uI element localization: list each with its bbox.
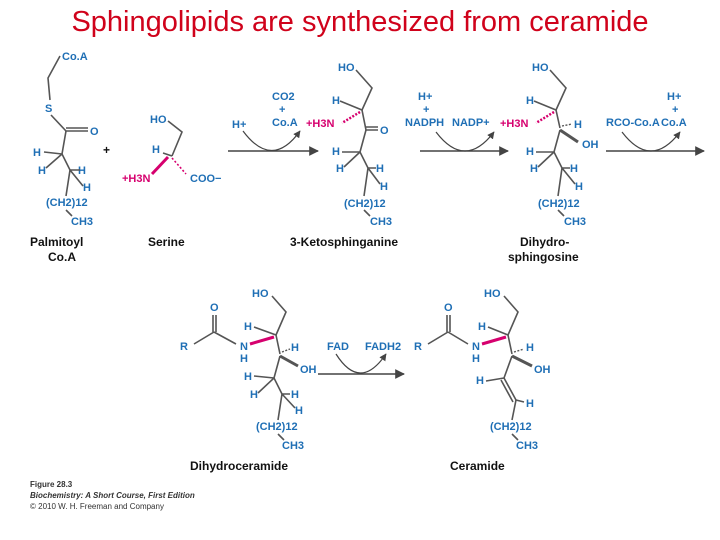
svg-text:H: H bbox=[570, 163, 578, 175]
reagent-fad: FAD bbox=[327, 341, 349, 353]
svg-text:H: H bbox=[472, 353, 480, 365]
svg-text:CH3: CH3 bbox=[282, 440, 305, 452]
svg-text:H: H bbox=[78, 165, 86, 177]
reagent-nadph: NADPH bbox=[405, 117, 445, 129]
reagent-h-plus: H+ bbox=[418, 91, 433, 103]
svg-text:HO: HO bbox=[150, 114, 167, 126]
svg-text:H: H bbox=[152, 144, 160, 156]
svg-text:H: H bbox=[244, 371, 252, 383]
svg-text:H: H bbox=[250, 389, 258, 401]
svg-text:Co.A: Co.A bbox=[62, 51, 88, 63]
svg-text:H: H bbox=[380, 181, 388, 193]
label-dihydrosphingosine: Dihydro-sphingosine bbox=[508, 235, 579, 264]
svg-text:(CH2)12: (CH2)12 bbox=[46, 197, 88, 209]
svg-text:CH3: CH3 bbox=[370, 216, 393, 228]
svg-text:+H3N: +H3N bbox=[122, 173, 151, 185]
svg-text:H: H bbox=[336, 163, 344, 175]
svg-text:CH3: CH3 bbox=[516, 440, 539, 452]
svg-text:H: H bbox=[244, 321, 252, 333]
svg-text:O: O bbox=[210, 302, 219, 314]
reaction-arrow-3 bbox=[606, 91, 704, 151]
svg-text:H: H bbox=[526, 95, 534, 107]
svg-text:H: H bbox=[376, 163, 384, 175]
svg-text:H: H bbox=[476, 375, 484, 387]
palmitoyl-coa-structure bbox=[33, 51, 99, 228]
svg-text:OH: OH bbox=[582, 139, 599, 151]
svg-text:R: R bbox=[414, 341, 422, 353]
svg-text:HO: HO bbox=[252, 288, 269, 300]
label-3-ketosphinganine: 3-Ketosphinganine bbox=[290, 235, 399, 249]
svg-text:(CH2)12: (CH2)12 bbox=[344, 198, 386, 210]
reaction-arrow-2 bbox=[405, 91, 508, 151]
svg-text:CH3: CH3 bbox=[564, 216, 587, 228]
svg-text:H: H bbox=[478, 321, 486, 333]
svg-text:OH: OH bbox=[534, 364, 551, 376]
serine-structure bbox=[122, 114, 221, 185]
svg-text:H: H bbox=[295, 405, 303, 417]
ketosphinganine-structure bbox=[306, 62, 392, 228]
page-title: Sphingolipids are synthesized from ceramide bbox=[71, 6, 649, 38]
svg-text:H: H bbox=[38, 165, 46, 177]
reagent-fadh2: FADH2 bbox=[365, 341, 402, 353]
svg-text:H: H bbox=[83, 182, 91, 194]
svg-text:S: S bbox=[45, 103, 53, 115]
svg-text:+: + bbox=[672, 104, 679, 116]
plus-sign: + bbox=[103, 143, 111, 157]
dihydrosphingosine-structure bbox=[500, 62, 599, 228]
label-palmitoyl-coa: Palmitoyl Co.A bbox=[30, 235, 84, 264]
svg-text:O: O bbox=[90, 126, 99, 138]
svg-text:H: H bbox=[526, 398, 534, 410]
svg-text:R: R bbox=[180, 341, 188, 353]
svg-text:O: O bbox=[380, 125, 389, 137]
label-serine: Serine bbox=[148, 235, 185, 249]
reaction-arrow-1 bbox=[228, 91, 318, 151]
figure-credit bbox=[30, 480, 195, 511]
reagent-h-plus: H+ bbox=[667, 91, 682, 103]
svg-text:H: H bbox=[332, 146, 340, 158]
svg-text:H: H bbox=[332, 95, 340, 107]
svg-text:O: O bbox=[444, 302, 453, 314]
reagent-co2: CO2 bbox=[272, 91, 295, 103]
label-ceramide: Ceramide bbox=[450, 459, 505, 473]
reagent-nadp-plus: NADP+ bbox=[452, 117, 490, 129]
svg-text:OH: OH bbox=[300, 364, 317, 376]
book-title: Biochemistry: A Short Course, First Edition bbox=[30, 491, 195, 500]
svg-text:CH3: CH3 bbox=[71, 216, 94, 228]
svg-text:(CH2)12: (CH2)12 bbox=[256, 421, 298, 433]
dihydroceramide-structure bbox=[180, 288, 317, 452]
svg-text:H: H bbox=[291, 389, 299, 401]
svg-text:HO: HO bbox=[532, 62, 549, 74]
svg-text:+H3N: +H3N bbox=[306, 118, 335, 130]
svg-text:HO: HO bbox=[338, 62, 355, 74]
svg-text:H: H bbox=[33, 147, 41, 159]
svg-text:COO−: COO− bbox=[190, 173, 222, 185]
reagent-coa: Co.A bbox=[272, 117, 298, 129]
reagent-rco-coa: RCO-Co.A bbox=[606, 117, 660, 129]
svg-text:(CH2)12: (CH2)12 bbox=[538, 198, 580, 210]
reagent-coa: Co.A bbox=[661, 117, 687, 129]
svg-text:+: + bbox=[279, 104, 286, 116]
svg-text:N: N bbox=[472, 341, 480, 353]
reagent-h-plus: H+ bbox=[232, 119, 247, 131]
svg-text:N: N bbox=[240, 341, 248, 353]
svg-text:+H3N: +H3N bbox=[500, 118, 529, 130]
copyright-text: © 2010 W. H. Freeman and Company bbox=[30, 502, 164, 511]
svg-text:(CH2)12: (CH2)12 bbox=[490, 421, 532, 433]
svg-text:H: H bbox=[240, 353, 248, 365]
reaction-arrow-4 bbox=[318, 341, 404, 374]
ceramide-structure bbox=[414, 288, 551, 452]
svg-text:+: + bbox=[423, 104, 430, 116]
svg-text:H: H bbox=[526, 146, 534, 158]
label-dihydroceramide: Dihydroceramide bbox=[190, 459, 289, 473]
svg-text:HO: HO bbox=[484, 288, 501, 300]
svg-text:H: H bbox=[530, 163, 538, 175]
svg-text:H: H bbox=[575, 181, 583, 193]
svg-text:H: H bbox=[574, 119, 582, 131]
figure-number: Figure 28.3 bbox=[30, 480, 73, 489]
svg-text:H: H bbox=[291, 342, 299, 354]
svg-text:H: H bbox=[526, 342, 534, 354]
